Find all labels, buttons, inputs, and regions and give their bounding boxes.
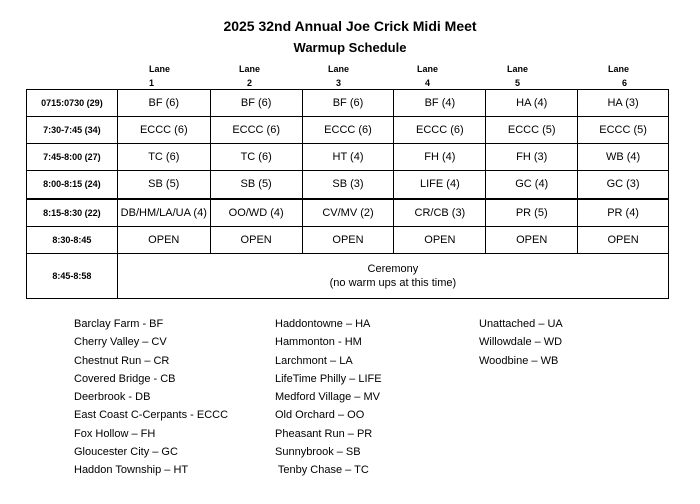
- table-row: [27, 144, 669, 171]
- lane-cell: BF (4): [394, 90, 486, 117]
- lane-word: Lane: [608, 64, 630, 74]
- lane-cell: CV/MV (2): [302, 199, 394, 227]
- time-cell: 7:30-7:45 (34): [27, 117, 118, 144]
- lane-header-2: [239, 62, 260, 90]
- page-subtitle: Warmup Schedule: [293, 40, 407, 55]
- legend-item: Willowdale – WD: [479, 336, 563, 349]
- ceremony-title: Ceremony: [367, 263, 419, 275]
- table-row: [27, 171, 669, 199]
- lane-cell: OPEN: [578, 226, 669, 253]
- lane-cell: TC (6): [117, 144, 210, 171]
- lane-header-1: [149, 62, 170, 90]
- lane-cell: WB (4): [578, 144, 669, 171]
- legend-item: Gloucester City – GC: [74, 446, 178, 459]
- lane-cell: HA (4): [486, 90, 578, 117]
- lane-number: 6: [622, 78, 628, 88]
- lane-cell: ECCC (5): [578, 117, 669, 144]
- legend-item: Tenby Chase – TC: [275, 464, 369, 477]
- legend-item: Old Orchard – OO: [275, 409, 365, 422]
- table-row: [27, 90, 669, 117]
- lane-word: Lane: [328, 64, 350, 74]
- lane-word: Lane: [507, 64, 529, 74]
- legend-item: Covered Bridge - CB: [74, 372, 176, 385]
- lane-cell: OPEN: [117, 226, 210, 253]
- lane-cell: OPEN: [302, 226, 394, 253]
- lane-cell: OPEN: [210, 226, 302, 253]
- lane-cell: SB (5): [210, 171, 302, 199]
- ceremony-cell: [117, 254, 668, 299]
- lane-number: 2: [247, 78, 253, 88]
- time-cell: 0715:0730 (29): [27, 90, 118, 117]
- lane-cell: BF (6): [302, 90, 394, 117]
- ceremony-note: (no warm ups at this time): [329, 277, 457, 289]
- legend-item: Pheasant Run – PR: [275, 427, 373, 440]
- time-cell: 8:45-8:58: [27, 254, 118, 299]
- legend-item: Woodbine – WB: [479, 354, 559, 367]
- lane-word: Lane: [239, 64, 261, 74]
- legend-item: Hammonton - HM: [275, 336, 362, 349]
- legend-item: LifeTime Philly – LIFE: [275, 372, 382, 385]
- page-title: 2025 32nd Annual Joe Crick Midi Meet: [223, 18, 477, 34]
- table-row: [27, 199, 669, 227]
- lane-cell: ECCC (5): [486, 117, 578, 144]
- lane-cell: DB/HM/LA/UA (4): [117, 199, 210, 227]
- lane-cell: ECCC (6): [210, 117, 302, 144]
- time-cell: 7:45-8:00 (27): [27, 144, 118, 171]
- table-row: [27, 117, 669, 144]
- legend-item: Cherry Valley – CV: [74, 336, 167, 349]
- lane-cell: HT (4): [302, 144, 394, 171]
- table-row: [27, 254, 669, 299]
- time-cell: 8:15-8:30 (22): [27, 199, 118, 227]
- legend-item: Unattached – UA: [479, 318, 563, 330]
- lane-cell: OO/WD (4): [210, 199, 302, 227]
- lane-header-4: [417, 62, 438, 90]
- lane-cell: PR (5): [486, 199, 578, 227]
- legend-item: Deerbrook - DB: [74, 391, 151, 404]
- lane-number: 4: [425, 78, 431, 88]
- lane-cell: ECCC (6): [394, 117, 486, 144]
- table-row: [27, 226, 669, 253]
- lane-cell: GC (4): [486, 171, 578, 199]
- legend-item: Fox Hollow – FH: [74, 427, 156, 440]
- lane-header-6: [608, 62, 629, 90]
- legend-item: Sunnybrook – SB: [275, 446, 361, 459]
- legend-item: Chestnut Run – CR: [74, 354, 170, 367]
- legend-item: Barclay Farm - BF: [74, 318, 164, 330]
- legend-column-2: [275, 315, 382, 480]
- legend-item: Haddon Township – HT: [74, 464, 189, 477]
- lane-header-5: [507, 62, 528, 90]
- lane-word: Lane: [149, 64, 171, 74]
- legend-column-3: [479, 315, 563, 370]
- lane-cell: OPEN: [394, 226, 486, 253]
- legend-item: Haddontowne – HA: [275, 318, 371, 330]
- lane-cell: FH (4): [394, 144, 486, 171]
- lane-header-3: [328, 62, 349, 90]
- lane-cell: SB (3): [302, 171, 394, 199]
- lane-cell: HA (3): [578, 90, 669, 117]
- lane-cell: LIFE (4): [394, 171, 486, 199]
- lane-cell: GC (3): [578, 171, 669, 199]
- legend-column-1: [74, 315, 228, 480]
- lane-cell: FH (3): [486, 144, 578, 171]
- lane-cell: ECCC (6): [117, 117, 210, 144]
- lane-number: 3: [336, 78, 342, 88]
- lane-cell: PR (4): [578, 199, 669, 227]
- lane-cell: BF (6): [210, 90, 302, 117]
- lane-cell: BF (6): [117, 90, 210, 117]
- lane-cell: CR/CB (3): [394, 199, 486, 227]
- time-cell: 8:30-8:45: [27, 226, 118, 253]
- lane-number: 5: [515, 78, 521, 88]
- lane-cell: TC (6): [210, 144, 302, 171]
- lane-word: Lane: [417, 64, 439, 74]
- lane-number: 1: [149, 78, 155, 88]
- legend-item: East Coast C-Cerpants - ECCC: [74, 409, 229, 422]
- lane-cell: OPEN: [486, 226, 578, 253]
- lane-cell: ECCC (6): [302, 117, 394, 144]
- time-cell: 8:00-8:15 (24): [27, 171, 118, 199]
- legend-item: Larchmont – LA: [275, 354, 353, 367]
- legend-item: Medford Village – MV: [275, 391, 380, 404]
- lane-cell: SB (5): [117, 171, 210, 199]
- warmup-schedule-table: [26, 89, 669, 299]
